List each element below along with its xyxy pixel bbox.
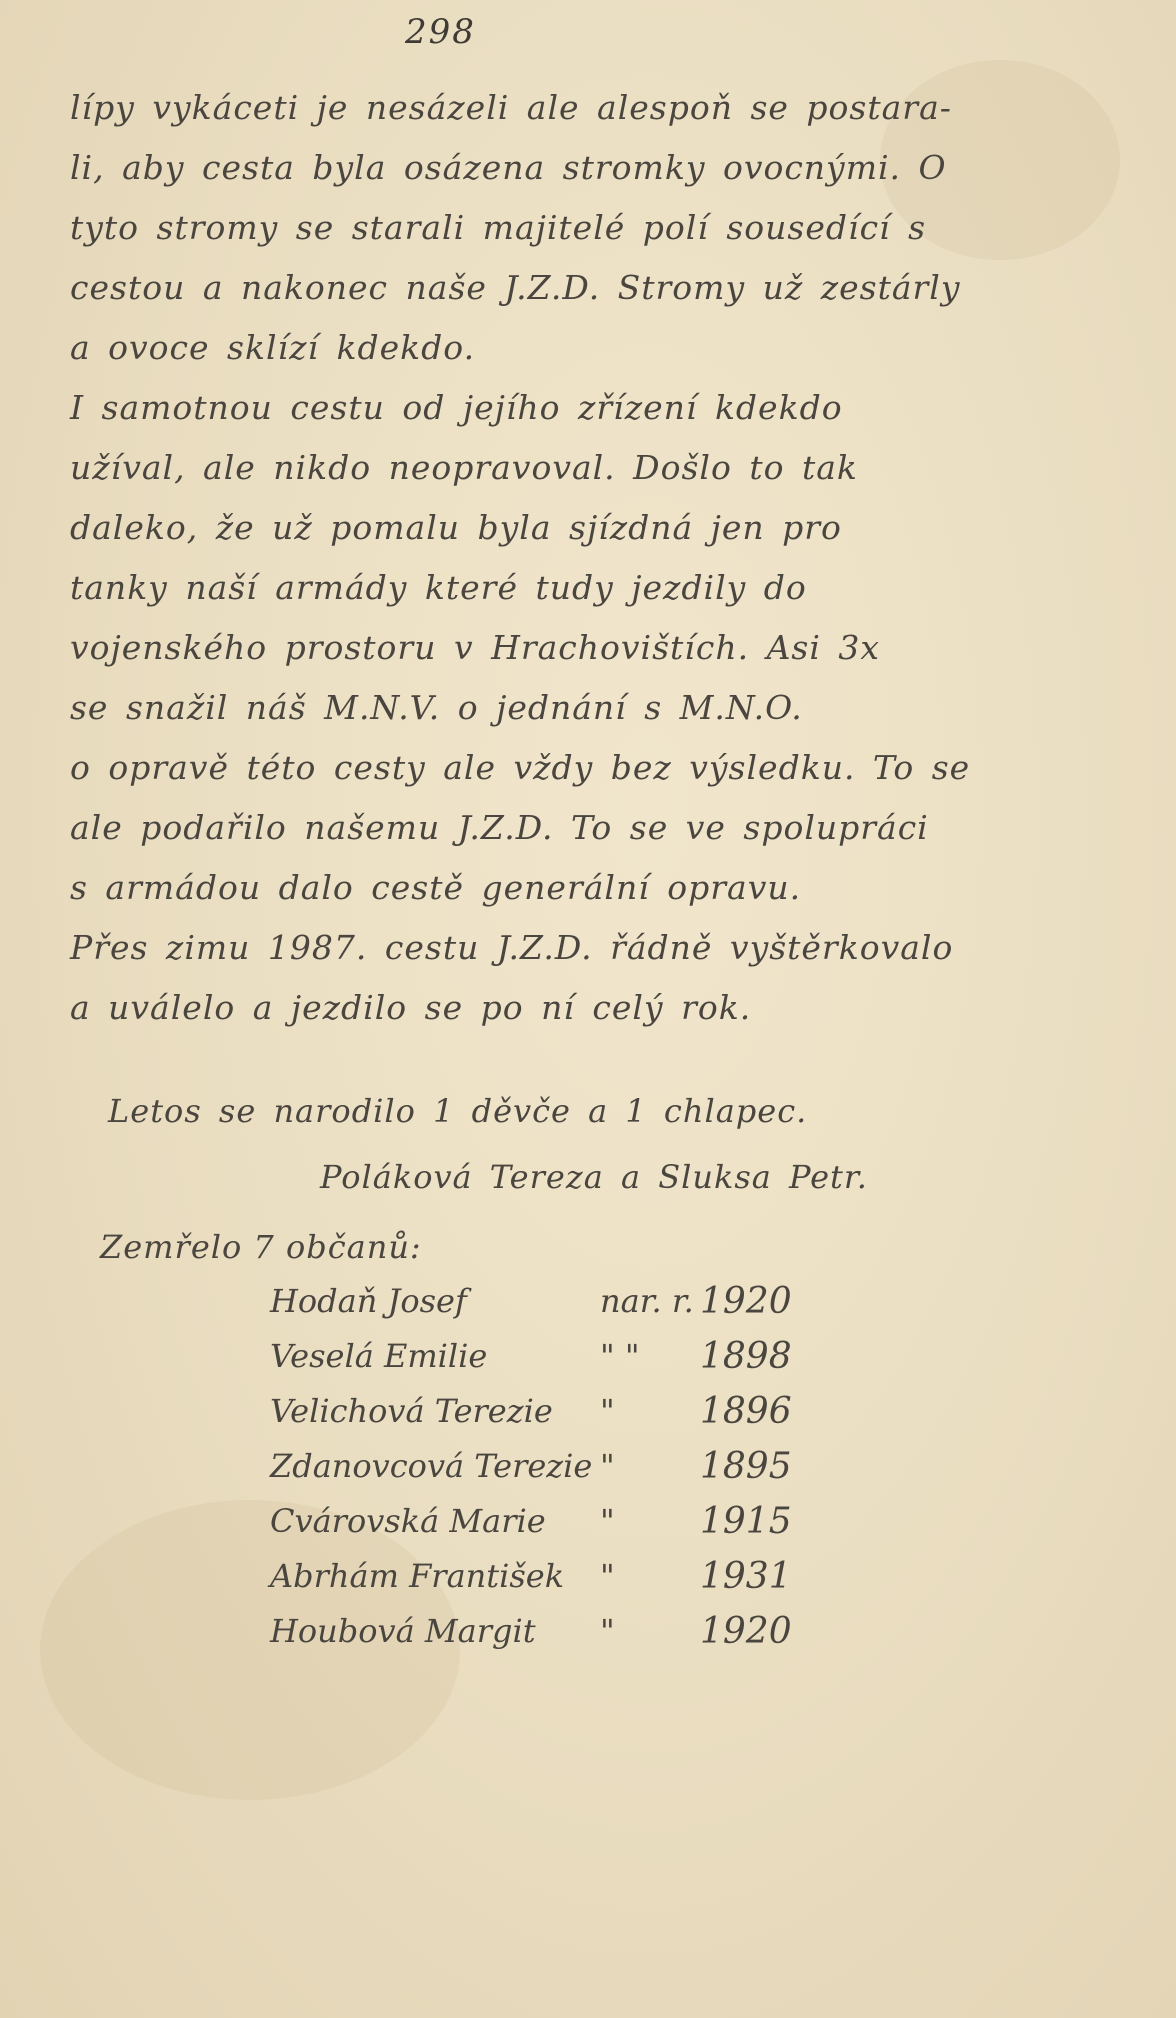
death-entry [270, 1274, 830, 1329]
death-entry [270, 1604, 830, 1659]
death-entry [270, 1494, 830, 1549]
death-name: Veselá Emilie [270, 1337, 488, 1375]
page-number: 298 [405, 12, 476, 52]
text-line: tanky naší armády které tudy jezdily do [70, 568, 807, 607]
death-entry [270, 1439, 830, 1494]
text-line: cestou a nakonec naše J.Z.D. Stromy už zestárly [70, 268, 961, 307]
births-line: Letos se narodilo 1 děvče a 1 chlapec. [108, 1092, 808, 1130]
births-section [108, 1078, 1008, 1210]
text-line: a ovoce sklízí kdekdo. [70, 328, 476, 367]
death-entry [270, 1329, 830, 1384]
death-year: 1898 [700, 1336, 792, 1377]
death-name: Velichová Terezie [270, 1392, 553, 1430]
text-line: s armádou dalo cestě generální opravu. [70, 868, 802, 907]
deaths-heading: Zemřelo 7 občanů: [100, 1228, 422, 1266]
death-year: 1915 [700, 1501, 792, 1542]
text-line: I samotnou cestu od jejího zřízení kdekdo [70, 388, 843, 427]
death-note: " [600, 1612, 615, 1650]
death-year: 1920 [700, 1281, 792, 1322]
death-year: 1895 [700, 1446, 792, 1487]
chronicle-paragraph [70, 78, 1100, 1038]
text-line: daleko, že už pomalu byla sjízdná jen pro [70, 508, 842, 547]
death-year: 1920 [700, 1611, 792, 1652]
death-note: " [600, 1447, 615, 1485]
death-entry [270, 1384, 830, 1439]
deaths-list [270, 1274, 830, 1659]
death-note: " [600, 1392, 615, 1430]
death-note: " [600, 1557, 615, 1595]
death-note: " [600, 1502, 615, 1540]
death-name: Zdanovcová Terezie [270, 1447, 593, 1485]
text-line: vojenského prostoru v Hrachovištích. Asi 3x [70, 628, 880, 667]
text-line: tyto stromy se starali majitelé polí sousedící s [70, 208, 927, 247]
text-line: ale podařilo našemu J.Z.D. To se ve spolupráci [70, 808, 929, 847]
death-name: Houbová Margit [270, 1612, 536, 1650]
death-entry [270, 1549, 830, 1604]
text-line: o opravě této cesty ale vždy bez výsledku. To se [70, 748, 971, 787]
death-name: Abrhám František [270, 1557, 565, 1595]
text-line: lípy vykáceti je nesázeli ale alespoň se postara- [70, 88, 952, 127]
births-names: Poláková Tereza a Sluksa Petr. [320, 1158, 868, 1196]
death-year: 1896 [700, 1391, 792, 1432]
death-year: 1931 [700, 1556, 792, 1597]
text-line: a uválelo a jezdilo se po ní celý rok. [70, 988, 752, 1027]
death-name: Cvárovská Marie [270, 1502, 546, 1540]
text-line: užíval, ale nikdo neopravoval. Došlo to tak [70, 448, 858, 487]
death-name: Hodaň Josef [270, 1282, 467, 1320]
text-line: se snažil náš M.N.V. o jednání s M.N.O. [70, 688, 803, 727]
death-note: nar. r. [600, 1282, 694, 1320]
text-line: Přes zimu 1987. cestu J.Z.D. řádně vyštěrkovalo [70, 928, 954, 967]
text-line: li, aby cesta byla osázena stromky ovocnými. O [70, 148, 947, 187]
death-note: " " [600, 1337, 640, 1375]
